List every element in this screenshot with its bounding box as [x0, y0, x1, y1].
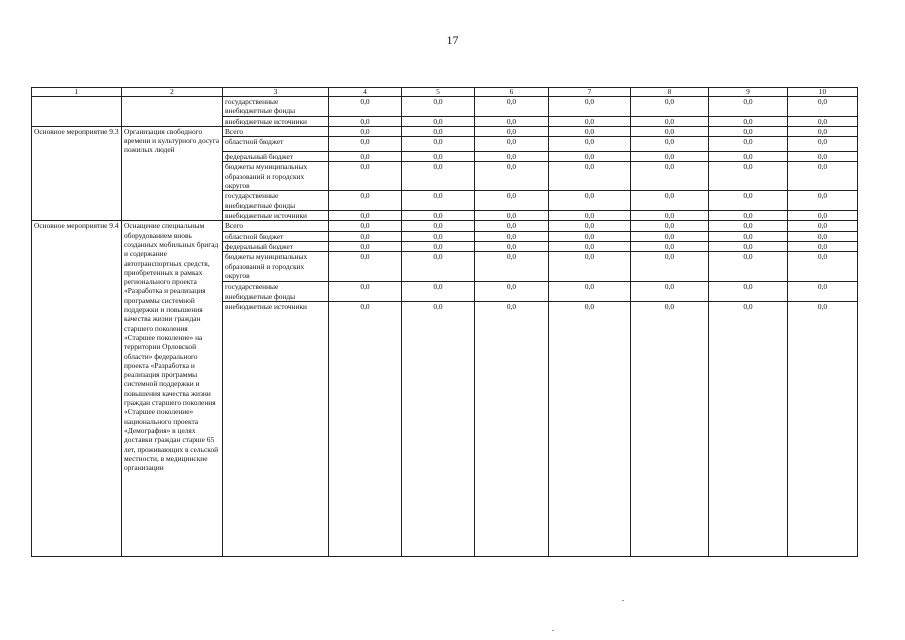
value-cell: 0,0	[709, 191, 788, 211]
value-cell: 0,0	[329, 221, 402, 231]
value-cell: 0,0	[631, 97, 709, 117]
funding-source-cell: бюджеты муниципальных образований и городских округов	[223, 162, 329, 191]
value-cell: 0,0	[402, 211, 475, 221]
value-cell: 0,0	[475, 301, 549, 556]
value-cell: 0,0	[402, 162, 475, 191]
scan-speck	[552, 630, 554, 631]
budget-table	[31, 87, 858, 557]
value-cell: 0,0	[475, 231, 549, 241]
value-cell: 0,0	[788, 211, 858, 221]
page-number: 17	[446, 33, 459, 47]
value-cell: 0,0	[402, 152, 475, 162]
value-cell: 0,0	[475, 191, 549, 211]
value-cell: 0,0	[475, 137, 549, 152]
value-cell: 0,0	[709, 137, 788, 152]
value-cell: 0,0	[402, 97, 475, 117]
value-cell: 0,0	[709, 252, 788, 282]
value-cell: 0,0	[631, 152, 709, 162]
scan-speck	[622, 600, 624, 601]
funding-source-cell: государственные внебюджетные фонды	[223, 282, 329, 302]
value-cell: 0,0	[549, 211, 631, 221]
column-header-2: 2	[122, 88, 223, 97]
value-cell: 0,0	[475, 221, 549, 231]
value-cell: 0,0	[788, 252, 858, 282]
value-cell: 0,0	[549, 126, 631, 136]
value-cell: 0,0	[402, 282, 475, 302]
column-header-8: 8	[631, 88, 709, 97]
measure-cell: Основное мероприятие 9.3	[32, 126, 122, 220]
description-cell: Организация свободного времени и культурного досуга пожилых людей	[122, 126, 223, 220]
value-cell: 0,0	[788, 126, 858, 136]
value-cell: 0,0	[549, 137, 631, 152]
value-cell: 0,0	[329, 241, 402, 251]
value-cell: 0,0	[631, 191, 709, 211]
value-cell: 0,0	[329, 191, 402, 211]
column-header-1: 1	[32, 88, 122, 97]
value-cell: 0,0	[402, 191, 475, 211]
value-cell: 0,0	[475, 97, 549, 117]
value-cell: 0,0	[631, 162, 709, 191]
value-cell: 0,0	[709, 162, 788, 191]
empty-cell	[122, 97, 223, 127]
value-cell: 0,0	[329, 252, 402, 282]
value-cell: 0,0	[549, 282, 631, 302]
table-row	[32, 126, 858, 136]
value-cell: 0,0	[549, 152, 631, 162]
value-cell: 0,0	[475, 152, 549, 162]
table-row	[32, 97, 858, 117]
value-cell: 0,0	[709, 231, 788, 241]
value-cell: 0,0	[631, 241, 709, 251]
value-cell: 0,0	[709, 97, 788, 117]
value-cell: 0,0	[631, 126, 709, 136]
value-cell: 0,0	[788, 191, 858, 211]
value-cell: 0,0	[402, 137, 475, 152]
column-header-10: 10	[788, 88, 858, 97]
value-cell: 0,0	[788, 221, 858, 231]
funding-source-cell: Всего	[223, 126, 329, 136]
value-cell: 0,0	[329, 137, 402, 152]
value-cell: 0,0	[329, 126, 402, 136]
value-cell: 0,0	[709, 152, 788, 162]
value-cell: 0,0	[631, 301, 709, 556]
column-header-9: 9	[709, 88, 788, 97]
value-cell: 0,0	[549, 191, 631, 211]
column-header-4: 4	[329, 88, 402, 97]
value-cell: 0,0	[475, 252, 549, 282]
column-header-7: 7	[549, 88, 631, 97]
value-cell: 0,0	[329, 97, 402, 117]
value-cell: 0,0	[788, 282, 858, 302]
value-cell: 0,0	[402, 252, 475, 282]
value-cell: 0,0	[631, 116, 709, 126]
empty-cell	[32, 97, 122, 127]
value-cell: 0,0	[709, 301, 788, 556]
measure-cell: Основное мероприятие 9.4	[32, 221, 122, 556]
value-cell: 0,0	[549, 116, 631, 126]
value-cell: 0,0	[329, 301, 402, 556]
value-cell: 0,0	[549, 252, 631, 282]
funding-source-cell: внебюджетные источники	[223, 301, 329, 556]
value-cell: 0,0	[788, 241, 858, 251]
value-cell: 0,0	[329, 162, 402, 191]
value-cell: 0,0	[475, 116, 549, 126]
value-cell: 0,0	[549, 162, 631, 191]
value-cell: 0,0	[709, 241, 788, 251]
description-cell: Оснащение специальным оборудованием вновь созданных мобильных бригад и содержание автотранспортных средств, приобретенных в рамках регионального проекта «Разработка и реализация программы системной поддержки и повышения качества жизни граждан старшего поколения «Старшее поколение» на территории Орловской области» федерального проекта «Разработка и реализация программы системной поддержки и повышения качества жизни граждан старшего поколения «Старшее поколение» национального проекта «Демография» в целях доставки граждан старше 65 лет, проживающих в сельской местности, в медицинские организации	[122, 221, 223, 556]
value-cell: 0,0	[631, 137, 709, 152]
value-cell: 0,0	[709, 221, 788, 231]
value-cell: 0,0	[788, 137, 858, 152]
value-cell: 0,0	[788, 301, 858, 556]
value-cell: 0,0	[788, 152, 858, 162]
funding-source-cell: бюджеты муниципальных образований и городских округов	[223, 252, 329, 282]
funding-source-cell: федеральный бюджет	[223, 241, 329, 251]
funding-source-cell: федеральный бюджет	[223, 152, 329, 162]
value-cell: 0,0	[549, 301, 631, 556]
table-row	[32, 221, 858, 231]
value-cell: 0,0	[709, 211, 788, 221]
funding-source-cell: областной бюджет	[223, 231, 329, 241]
value-cell: 0,0	[788, 162, 858, 191]
value-cell: 0,0	[788, 97, 858, 117]
column-header-6: 6	[475, 88, 549, 97]
value-cell: 0,0	[402, 126, 475, 136]
value-cell: 0,0	[549, 231, 631, 241]
value-cell: 0,0	[475, 211, 549, 221]
value-cell: 0,0	[549, 221, 631, 231]
value-cell: 0,0	[709, 282, 788, 302]
funding-source-cell: областной бюджет	[223, 137, 329, 152]
value-cell: 0,0	[549, 97, 631, 117]
value-cell: 0,0	[402, 241, 475, 251]
value-cell: 0,0	[402, 231, 475, 241]
funding-source-cell: внебюджетные источники	[223, 211, 329, 221]
value-cell: 0,0	[631, 231, 709, 241]
header-row	[32, 88, 858, 97]
value-cell: 0,0	[329, 211, 402, 221]
column-header-5: 5	[402, 88, 475, 97]
value-cell: 0,0	[709, 126, 788, 136]
value-cell: 0,0	[631, 211, 709, 221]
value-cell: 0,0	[631, 221, 709, 231]
value-cell: 0,0	[709, 116, 788, 126]
funding-source-cell: государственные внебюджетные фонды	[223, 97, 329, 117]
value-cell: 0,0	[631, 252, 709, 282]
value-cell: 0,0	[402, 116, 475, 126]
value-cell: 0,0	[549, 241, 631, 251]
value-cell: 0,0	[631, 282, 709, 302]
value-cell: 0,0	[788, 231, 858, 241]
value-cell: 0,0	[475, 282, 549, 302]
value-cell: 0,0	[475, 126, 549, 136]
value-cell: 0,0	[402, 301, 475, 556]
funding-source-cell: внебюджетные источники	[223, 116, 329, 126]
value-cell: 0,0	[402, 221, 475, 231]
value-cell: 0,0	[475, 241, 549, 251]
value-cell: 0,0	[329, 282, 402, 302]
value-cell: 0,0	[475, 162, 549, 191]
funding-source-cell: государственные внебюджетные фонды	[223, 191, 329, 211]
value-cell: 0,0	[329, 116, 402, 126]
value-cell: 0,0	[329, 152, 402, 162]
value-cell: 0,0	[329, 231, 402, 241]
funding-source-cell: Всего	[223, 221, 329, 231]
column-header-3: 3	[223, 88, 329, 97]
value-cell: 0,0	[788, 116, 858, 126]
